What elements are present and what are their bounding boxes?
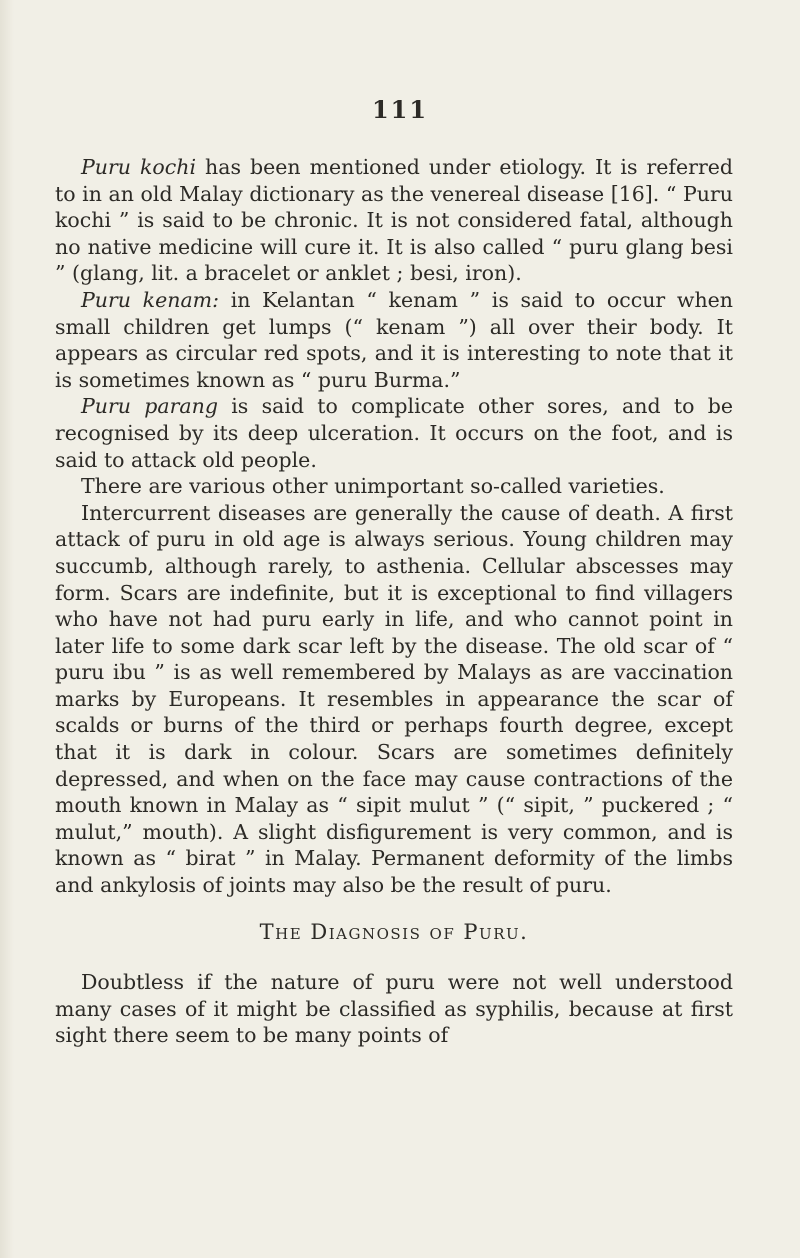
paragraph-puru-kenam	[55, 287, 733, 393]
page-number: 111	[371, 95, 429, 124]
paragraph-text: is said to complicate other sores, and to be recognised by its deep ulceration. It occurs on the foot, and is said to attack old people.	[55, 394, 733, 472]
paragraph-puru-kochi	[55, 154, 733, 287]
paragraph-varieties	[55, 473, 733, 500]
paragraph-text: Doubtless if the nature of puru were not well understood many cases of it might be classified as syphilis, because at first sight there seem to be many points of	[55, 970, 733, 1048]
page-edge-shadow	[0, 0, 14, 1258]
paragraph-text: There are various other unimportant so-called varieties.	[81, 474, 665, 499]
paragraph-text: Intercurrent diseases are generally the cause of death. A first attack of puru in old age is always serious. Young children may succumb, although rarely, to asthenia. Cellular abscesses may form. Scars are indefinite, but it is exceptional to find villagers who have not had puru early in life, and who cannot point in later life to some dark scar left by the disease. The old scar of “ puru ibu ” is as well remembered by Malays as are vaccination marks by Europeans. It resembles in appearance the scar of scalds or burns of the third or perhaps fourth degree, except that it is dark in colour. Scars are sometimes definitely depressed, and when on the face may cause contractions of the mouth known in Malay as “ sipit mulut ” (“ sipit, ” puckered ; “ mulut,” mouth). A slight disfigurement is very common, and is known as “ birat ” in Malay. Permanent deformity of the limbs and ankylosis of joints may also be the result of puru.	[55, 500, 733, 898]
section-heading: The Diagnosis of Puru.	[259, 919, 529, 944]
term-puru-kenam: Puru kenam:	[81, 287, 220, 312]
paragraph-intercurrent-diseases	[55, 500, 733, 899]
body-text	[55, 154, 733, 1049]
paragraph-diagnosis	[55, 969, 733, 1049]
term-puru-parang: Puru parang	[81, 394, 218, 419]
paragraph-text: in Kelantan “ kenam ” is said to occur when small children get lumps (“ kenam ”) all over their body. It appears as circular red spots, and it is interesting to note that it is sometimes known as “ puru Burma.”	[55, 287, 734, 392]
paragraph-puru-parang	[55, 393, 733, 473]
term-puru-kochi: Puru kochi	[81, 155, 197, 179]
paragraph-text: has been mentioned under etiology. It is referred to in an old Malay dictionary as the venereal disease [16]. “ Puru kochi ” is said to be chronic. It is not considered fatal, although no native medicine will cure it. It is also called “ puru glang besi ” (glang, lit. a bracelet or anklet ; besi, iron).	[55, 155, 733, 286]
